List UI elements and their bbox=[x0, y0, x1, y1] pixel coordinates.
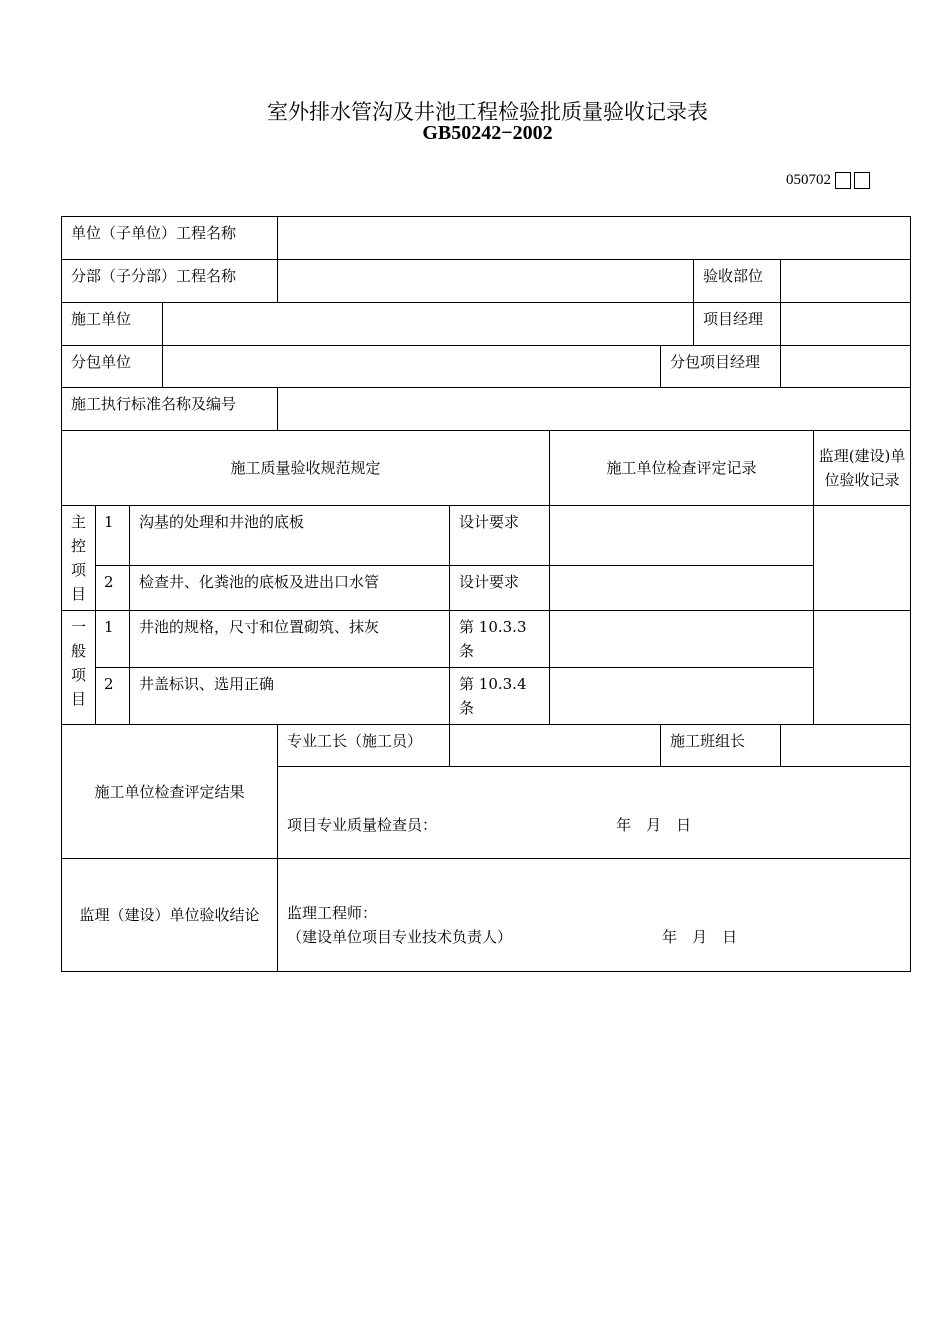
row-standard-name bbox=[62, 388, 911, 431]
construction-unit-field[interactable] bbox=[163, 303, 694, 346]
general-item-no: 1 bbox=[96, 611, 130, 668]
code-box-2[interactable] bbox=[854, 172, 870, 189]
form-code bbox=[786, 172, 870, 189]
main-item-requirement: 设计要求 bbox=[450, 566, 550, 611]
spec-header: 施工质量验收规范规定 bbox=[62, 431, 550, 506]
project-manager-label: 项目经理 bbox=[694, 303, 781, 346]
result-row-signers bbox=[62, 725, 911, 767]
general-item-check-record[interactable] bbox=[550, 611, 814, 668]
form-title: 室外排水管沟及井池工程检验批质量验收记录表 bbox=[267, 100, 708, 124]
row-construction-unit bbox=[62, 303, 911, 346]
main-item-no: 1 bbox=[96, 506, 130, 566]
acceptance-part-field[interactable] bbox=[781, 260, 911, 303]
general-items-supervision-record[interactable] bbox=[814, 611, 911, 725]
supervision-record-header: 监理(建设)单位验收记录 bbox=[814, 431, 911, 506]
construction-unit-label: 施工单位 bbox=[62, 303, 163, 346]
main-items-supervision-record[interactable] bbox=[814, 506, 911, 611]
general-item-no: 2 bbox=[96, 668, 130, 725]
conclusion-row bbox=[62, 859, 911, 972]
main-item-text: 沟基的处理和井池的底板 bbox=[130, 506, 450, 566]
acceptance-part-label: 验收部位 bbox=[694, 260, 781, 303]
main-item-row-1 bbox=[62, 506, 911, 566]
standard-name-field[interactable] bbox=[278, 388, 911, 431]
inspection-form-table bbox=[61, 216, 911, 972]
result-label: 施工单位检查评定结果 bbox=[62, 725, 278, 859]
row-sub-project bbox=[62, 260, 911, 303]
sub-project-field[interactable] bbox=[278, 260, 694, 303]
main-item-check-record[interactable] bbox=[550, 566, 814, 611]
foreman-label: 专业工长（施工员） bbox=[278, 725, 450, 767]
row-unit-project bbox=[62, 217, 911, 260]
main-items-label: 主 控 项 目 bbox=[62, 506, 96, 611]
check-record-header: 施工单位检查评定记录 bbox=[550, 431, 814, 506]
owner-label: （建设单位项目专业技术负责人） bbox=[287, 928, 513, 946]
general-item-row-2 bbox=[62, 668, 911, 725]
general-items-label: 一 般 项 目 bbox=[62, 611, 96, 725]
row-subcontract-unit bbox=[62, 346, 911, 388]
engineer-label: 监理工程师： bbox=[287, 904, 378, 922]
subcontract-manager-label: 分包项目经理 bbox=[661, 346, 781, 388]
general-item-requirement: 第 10.3.4 条 bbox=[450, 668, 550, 725]
main-item-requirement: 设计要求 bbox=[450, 506, 550, 566]
inspector-line bbox=[287, 813, 901, 837]
row-column-headers bbox=[62, 431, 911, 506]
general-item-requirement: 第 10.3.3 条 bbox=[450, 611, 550, 668]
standard-code: GB50242−2002 bbox=[422, 122, 553, 144]
conclusion-sign-area[interactable] bbox=[278, 859, 911, 972]
main-item-row-2 bbox=[62, 566, 911, 611]
result-sign-area[interactable] bbox=[278, 767, 911, 859]
sub-project-label: 分部（子分部）工程名称 bbox=[62, 260, 278, 303]
foreman-field[interactable] bbox=[450, 725, 661, 767]
subcontract-unit-label: 分包单位 bbox=[62, 346, 163, 388]
main-item-check-record[interactable] bbox=[550, 506, 814, 566]
main-item-no: 2 bbox=[96, 566, 130, 611]
owner-line bbox=[287, 925, 901, 949]
standard-name-label: 施工执行标准名称及编号 bbox=[62, 388, 278, 431]
unit-project-label: 单位（子单位）工程名称 bbox=[62, 217, 278, 260]
unit-project-field[interactable] bbox=[278, 217, 911, 260]
subcontract-manager-field[interactable] bbox=[781, 346, 911, 388]
general-item-text: 井盖标识、选用正确 bbox=[130, 668, 450, 725]
result-date: 年 月 日 bbox=[616, 816, 692, 834]
code-box-1[interactable] bbox=[835, 172, 851, 189]
general-item-text: 井池的规格，尺寸和位置砌筑、抹灰 bbox=[130, 611, 450, 668]
conclusion-label: 监理（建设）单位验收结论 bbox=[62, 859, 278, 972]
subcontract-unit-field[interactable] bbox=[163, 346, 661, 388]
general-item-row-1 bbox=[62, 611, 911, 668]
form-code-text: 050702 bbox=[786, 172, 831, 188]
main-item-text: 检查井、化粪池的底板及进出口水管 bbox=[130, 566, 450, 611]
project-manager-field[interactable] bbox=[781, 303, 911, 346]
team-leader-label: 施工班组长 bbox=[661, 725, 781, 767]
general-item-check-record[interactable] bbox=[550, 668, 814, 725]
team-leader-field[interactable] bbox=[781, 725, 911, 767]
conclusion-date: 年 月 日 bbox=[662, 928, 738, 946]
inspector-label: 项目专业质量检查员： bbox=[287, 816, 438, 834]
